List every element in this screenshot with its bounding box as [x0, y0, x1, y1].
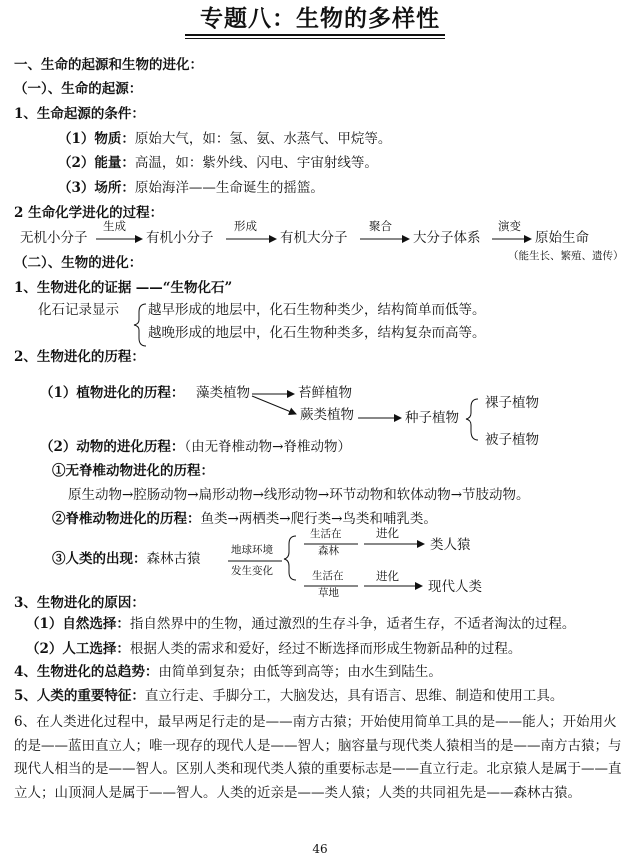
item-conditions: 1、生命起源的条件： [14, 106, 145, 122]
paragraph-6: 6、在人类进化过程中，最早两足行走的是——南方古猿；开始使用简单工具的是——能人；开始用火的是——蓝田直立人；唯一现存的现代人是——智人；脑容量与现代类人猿相当的是——南方古猿；与现代人相当的是——智人。区别人类和现代类人猿的重要标志是——直立行走。北京猿人是属于——直立人；山顶洞人是属于——智人。人类的近亲是——类人猿；人类的共同祖先是——森林古猿。 [14, 714, 622, 801]
fossil-line-early: 越早形成的地层中，化石生物种类少，结构简单而低等。 [148, 302, 486, 318]
page-number: 46 [312, 842, 328, 856]
plant-node-angio: 被子植物 [485, 432, 539, 448]
cond-num: （2） [58, 155, 95, 171]
cond-text: 高温，如：紫外线、闪电、宇宙射线等。 [134, 155, 378, 171]
human-apes: 类人猿 [430, 537, 471, 553]
cond-label: 能量： [94, 155, 135, 171]
evidence-fossil: ——“生物化石” [135, 280, 233, 296]
branch-forest-1: 生活在 [310, 528, 342, 540]
item-course: 2、生物进化的历程： [14, 349, 145, 365]
section-heading: 一、生命的起源和生物的进化： [14, 57, 203, 73]
plant-label: （1）植物进化的历程： [40, 385, 185, 401]
chain-arrow-label: 形成 [234, 219, 257, 233]
reason-num: （2） [26, 641, 63, 657]
invertebrate-chain: 原生动物→腔肠动物→扁形动物→线形动物→环节动物和软体动物→节肢动物。 [68, 487, 530, 503]
trend-text: 由简单到复杂；由低等到高等；由水生到陆生。 [158, 664, 442, 680]
human-branch-bracket [284, 536, 296, 580]
trend-title: 4、生物进化的总趋势： [14, 664, 159, 680]
chain-node: 无机小分子 [20, 230, 88, 246]
cond-num: （1） [58, 131, 95, 147]
cond-text: 原始大气，如：氢、氨、水蒸气、甲烷等。 [134, 131, 392, 147]
human-modern: 现代人类 [428, 579, 482, 595]
plant-node-gymno: 裸子植物 [485, 395, 539, 411]
item-reasons: 3、生物进化的原因： [14, 595, 145, 611]
animal-label: （2）动物的进化历程： [40, 439, 185, 455]
item-chemical-evolution: 2 生命化学进化的过程： [14, 205, 164, 221]
subsection-evolution: （二）、生物的进化： [14, 255, 143, 271]
evolve-label: 进化 [376, 569, 399, 583]
animal-note: （由无脊椎动物→脊椎动物） [184, 439, 351, 455]
fossil-brace [134, 304, 146, 346]
chain-node: 大分子体系 [413, 230, 481, 246]
chain-node: 有机大分子 [280, 230, 348, 246]
fossil-lead: 化石记录显示 [38, 302, 119, 318]
chain-arrow-label: 聚合 [369, 219, 392, 233]
plant-node-fern: 蕨类植物 [300, 407, 354, 423]
vertebrate-chain: 鱼类→两栖类→爬行类→鸟类和哺乳类。 [200, 511, 437, 527]
reason-text: 指自然界中的生物，通过激烈的生存斗争，适者生存，不适者淘汰的过程。 [129, 616, 576, 632]
reason-label: 自然选择： [62, 616, 130, 632]
human-features-text: 直立行走、手脚分工，大脑发达，具有语言、思维、制造和使用工具。 [144, 688, 564, 704]
plant-node-algae: 藻类植物 [196, 385, 250, 401]
human-label: ③人类的出现： [52, 551, 147, 567]
fossil-line-late: 越晚形成的地层中，化石生物种类多，结构复杂而高等。 [148, 325, 486, 341]
page-title: 专题八：生物的多样性 [200, 6, 440, 32]
evolve-label: 进化 [376, 526, 399, 540]
branch-grass-2: 草地 [318, 587, 339, 599]
branch-grass-1: 生活在 [312, 570, 344, 582]
cond-num: （3） [58, 180, 95, 196]
human-cause-line1: 地球环境 [231, 544, 273, 556]
plant-node-moss: 苔鲜植物 [298, 385, 352, 401]
plant-brace [466, 399, 478, 440]
chain-arrow-label: 演变 [498, 219, 521, 233]
chain-node: 有机小分子 [146, 230, 214, 246]
human-origin: 森林古猿 [146, 551, 201, 567]
subsection-origin: （一）、生命的起源： [14, 81, 143, 97]
reason-num: （1） [26, 616, 63, 632]
chain-note: （能生长、繁殖、遗传） [508, 250, 624, 262]
plant-arrow [252, 396, 296, 414]
chain-arrow-label: 生成 [103, 219, 126, 233]
reason-text: 根据人类的需求和爱好，经过不断选择而形成生物新品种的过程。 [129, 641, 522, 657]
evidence-title: 1、生物进化的证据 [14, 280, 132, 296]
branch-forest-2: 森林 [318, 545, 339, 557]
chain-node: 原始生命 [535, 230, 589, 246]
cond-text: 原始海洋——生命诞生的摇篮。 [134, 180, 324, 196]
human-cause-line2: 发生变化 [231, 565, 273, 577]
human-features-title: 5、人类的重要特征： [14, 688, 145, 704]
invertebrate-label: ①无脊椎动物进化的历程： [52, 463, 214, 479]
cond-label: 物质： [94, 131, 135, 147]
vertebrate-label: ②脊椎动物进化的历程： [52, 511, 201, 527]
plant-node-seed: 种子植物 [405, 410, 459, 426]
cond-label: 场所： [94, 180, 135, 196]
reason-label: 人工选择： [62, 641, 130, 657]
